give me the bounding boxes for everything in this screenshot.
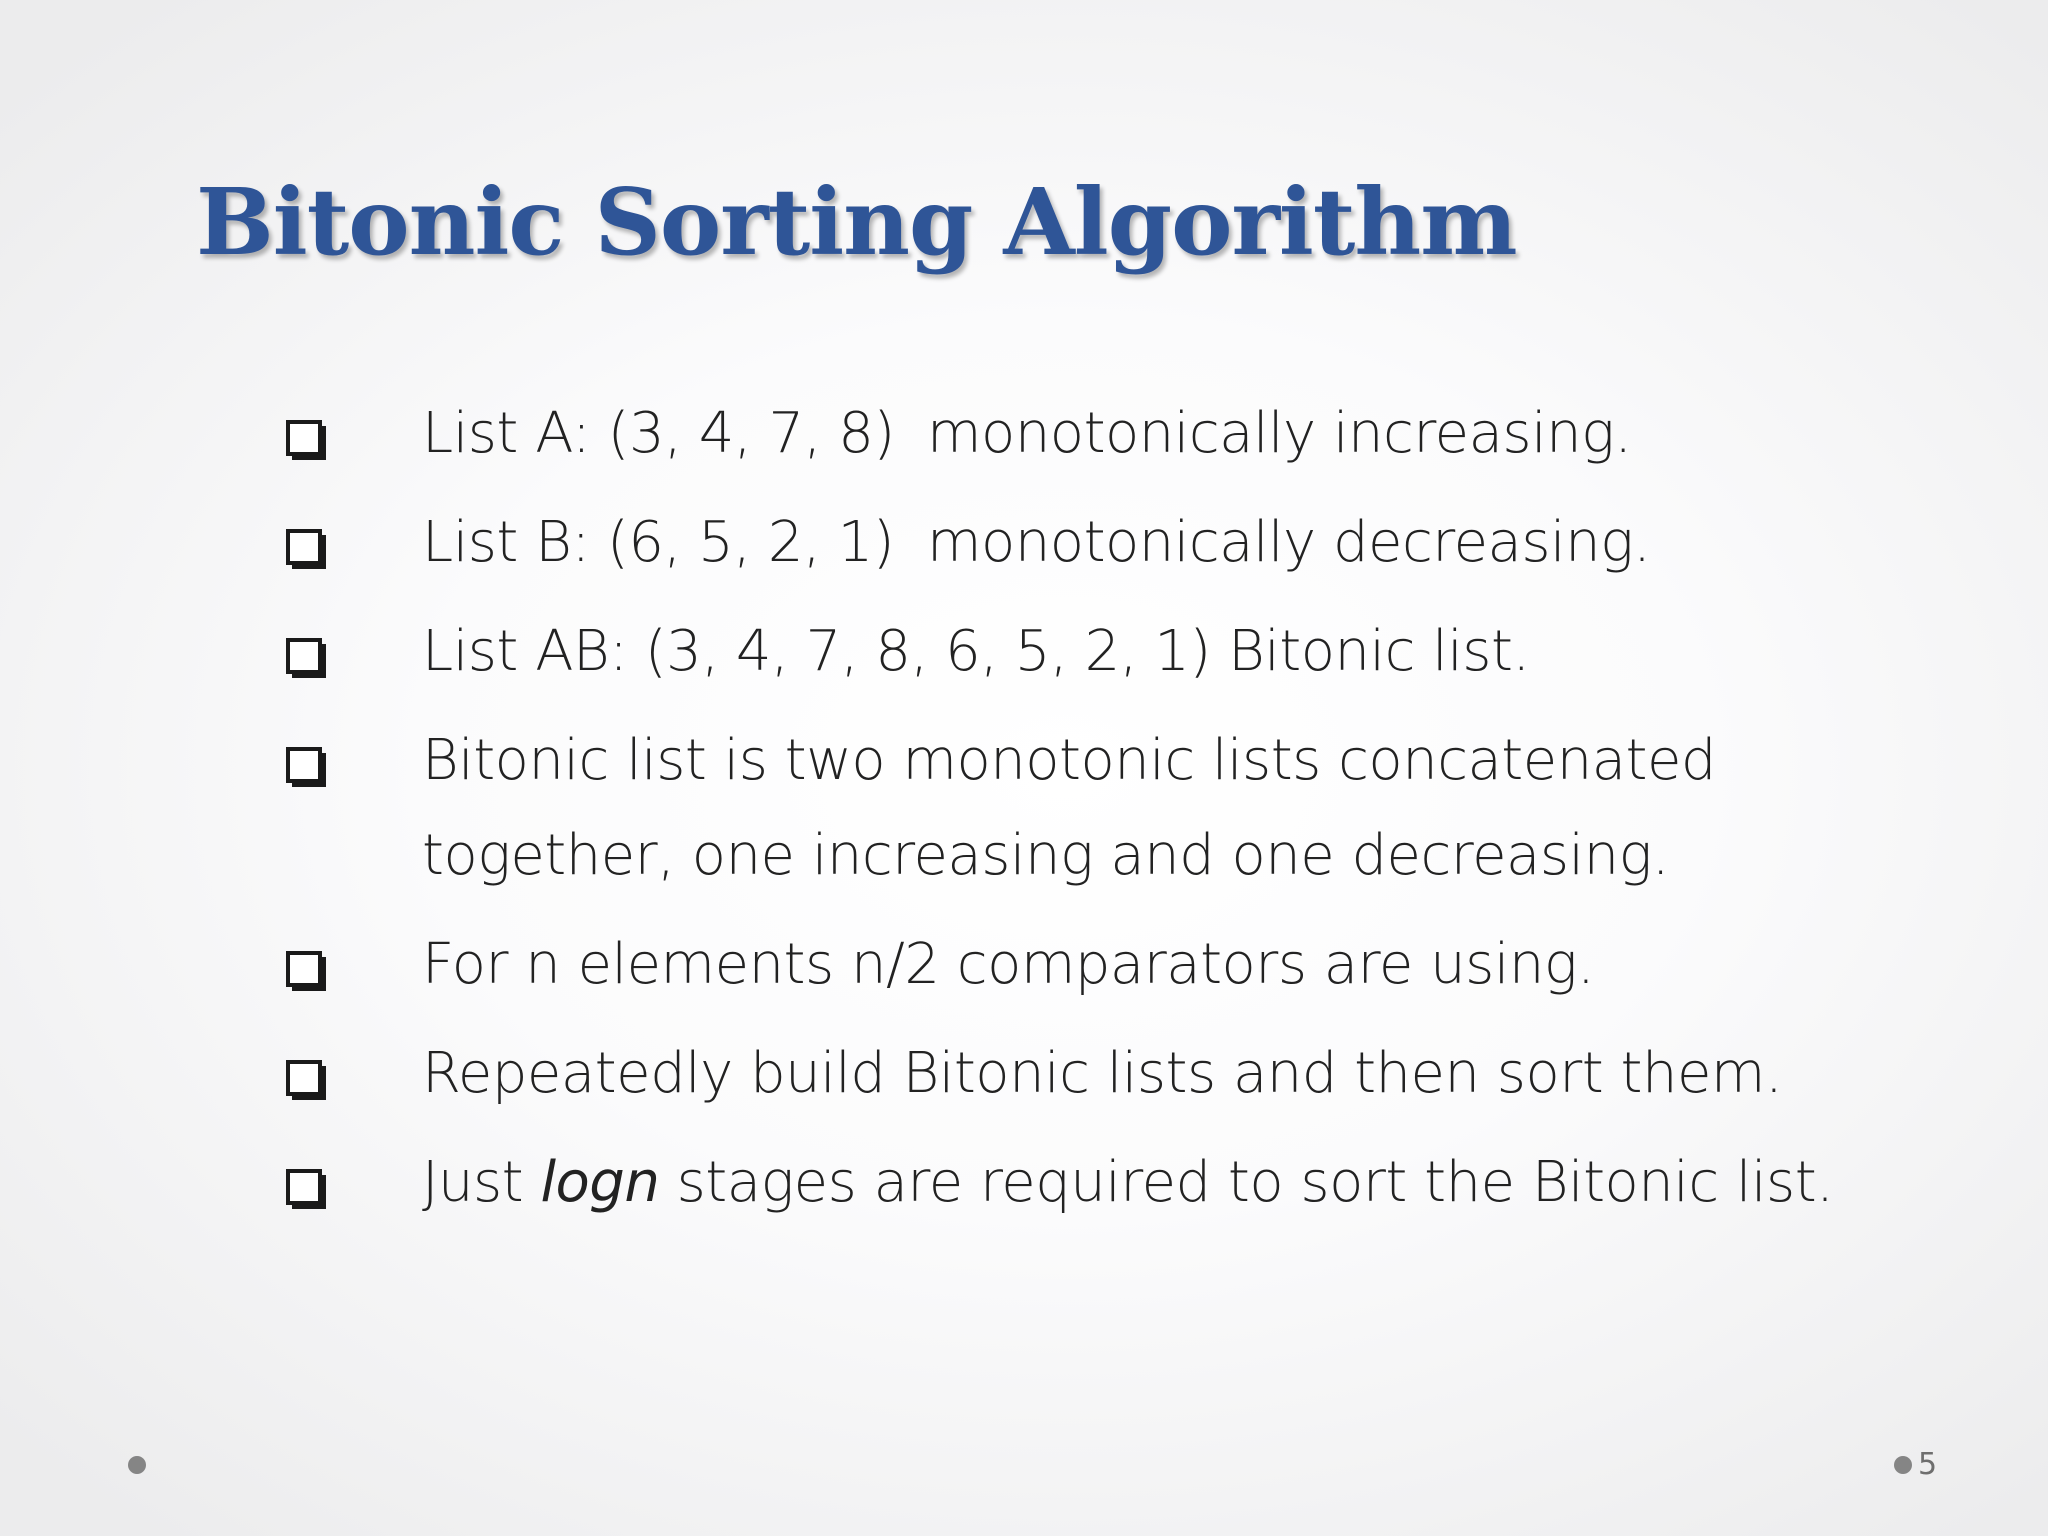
bullet-line-2: together, one increasing and one decreasing.: [422, 823, 1669, 888]
bullet-list: [286, 400, 1966, 1258]
bullet-item: [286, 1040, 1966, 1149]
bullet-item: [286, 727, 1966, 931]
bullet-text: [422, 495, 1650, 590]
bullet-text: [422, 713, 1716, 903]
bullet-description: monotonically increasing.: [927, 401, 1632, 466]
checkbox-icon: [286, 420, 326, 460]
bullet-text: [422, 1135, 1833, 1230]
bullet-suffix: stages are required to sort the Bitonic list.: [659, 1150, 1834, 1215]
checkbox-icon: [286, 1060, 326, 1100]
checkbox-icon: [286, 529, 326, 569]
bullet-item: [286, 931, 1966, 1040]
page-number: 5: [1918, 1447, 1938, 1482]
bullet-label: List B: (6, 5, 2, 1): [422, 510, 895, 575]
checkbox-icon: [286, 951, 326, 991]
bullet-description: monotonically decreasing.: [927, 510, 1651, 575]
checkbox-icon: [286, 638, 326, 678]
bullet-label: List A: (3, 4, 7, 8): [422, 401, 895, 466]
slide-title: Bitonic Sorting Algorithm: [196, 168, 1517, 276]
bullet-item: [286, 400, 1966, 509]
bullet-italic-term: logn: [540, 1150, 660, 1215]
bullet-item: [286, 509, 1966, 618]
bullet-text: For n elements n/2 comparators are using.: [422, 932, 1595, 997]
checkbox-icon: [286, 747, 326, 787]
bullet-prefix: Just: [422, 1150, 541, 1215]
bullet-line-1: Bitonic list is two monotonic lists concatenated: [422, 728, 1716, 793]
dot-icon: [1894, 1456, 1912, 1474]
bullet-text: List AB: (3, 4, 7, 8, 6, 5, 2, 1) Bitonic list.: [422, 619, 1530, 684]
checkbox-icon: [286, 1169, 326, 1209]
dot-icon: [128, 1456, 146, 1474]
bullet-text: [422, 386, 1632, 481]
bullet-text: Repeatedly build Bitonic lists and then sort them.: [422, 1041, 1783, 1106]
bullet-item: [286, 618, 1966, 727]
bullet-item: [286, 1149, 1966, 1258]
